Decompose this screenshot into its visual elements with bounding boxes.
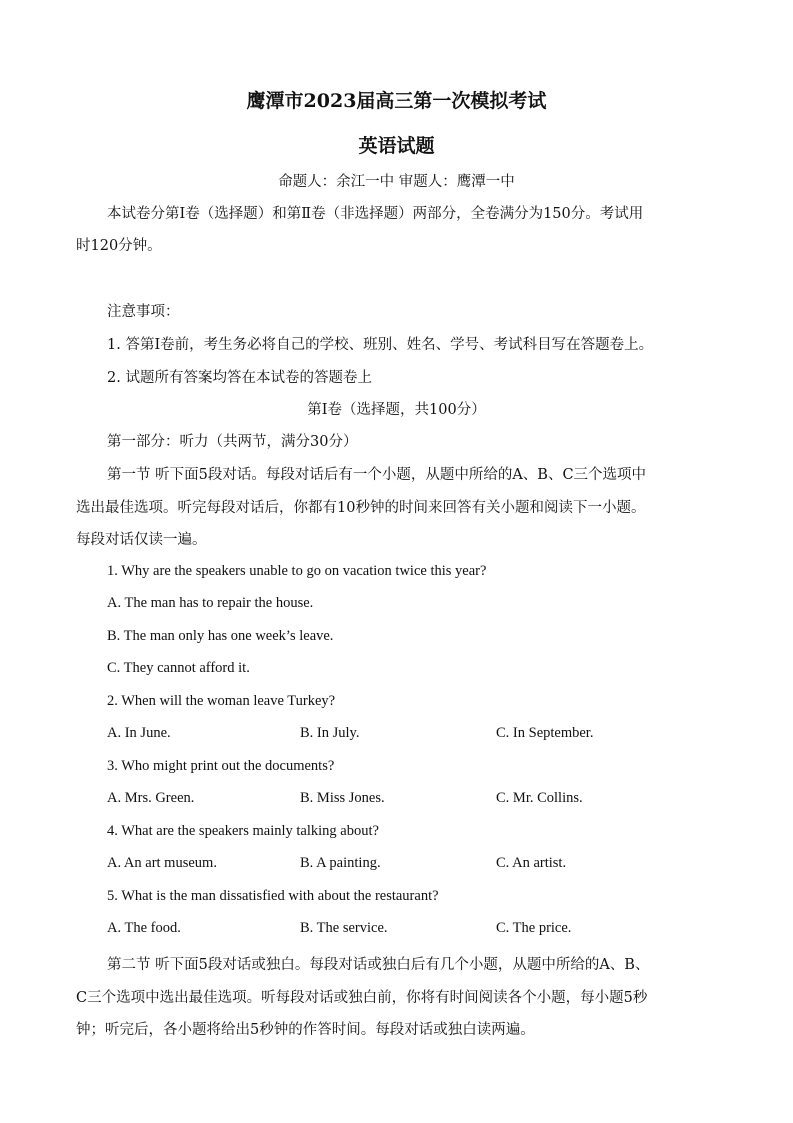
question-3-stem: 3. Who might print out the documents?: [107, 758, 335, 774]
question-4-stem: 4. What are the speakers mainly talking about?: [107, 823, 379, 839]
question-3-option-a: A. Mrs. Green.: [107, 790, 195, 806]
exam-title: 鹰潭市2023届高三第一次模拟考试: [246, 90, 547, 112]
intro-line-1: 本试卷分第Ⅰ卷（选择题）和第Ⅱ卷（非选择题）两部分，全卷满分为150分。考试用: [107, 206, 644, 222]
section1-line-1: 第一节 听下面5段对话。每段对话后有一个小题，从题中所给的A、B、C三个选项中: [107, 467, 647, 483]
intro-line-2: 时120分钟。: [76, 238, 162, 254]
question-1-option-c: C. They cannot afford it.: [107, 660, 250, 676]
question-2-option-a: A. In June.: [107, 725, 171, 741]
section1-line-3: 每段对话仅读一遍。: [76, 532, 207, 548]
question-5-option-c: C. The price.: [496, 920, 572, 936]
section2-line-1: 第二节 听下面5段对话或独白。每段对话或独白后有几个小题，从题中所给的A、B、: [107, 957, 650, 973]
part1-heading: 第一部分：听力（共两节，满分30分）: [107, 434, 358, 450]
volume-heading: 第Ⅰ卷（选择题，共100分）: [307, 402, 486, 418]
section2-line-2: C三个选项中选出最佳选项。听每段对话或独白前，你将有时间阅读各个小题，每小题5秒: [76, 990, 648, 1006]
question-1-stem: 1. Why are the speakers unable to go on vacation twice this year?: [107, 563, 487, 579]
question-1-option-a: A. The man has to repair the house.: [107, 595, 314, 611]
section2-line-3: 钟；听完后，各小题将给出5秒钟的作答时间。每段对话或独白读两遍。: [76, 1022, 535, 1038]
question-4-option-b: B. A painting.: [300, 855, 381, 871]
question-3-option-b: B. Miss Jones.: [300, 790, 385, 806]
notes-item-1: 1. 答第Ⅰ卷前，考生务必将自己的学校、班别、姓名、学号、考试科目写在答题卷上。: [107, 337, 654, 353]
question-2-stem: 2. When will the woman leave Turkey?: [107, 693, 336, 709]
question-4-option-a: A. An art museum.: [107, 855, 217, 871]
notes-item-2: 2. 试题所有答案均答在本试卷的答题卷上: [107, 370, 372, 386]
question-2-option-b: B. In July.: [300, 725, 360, 741]
question-4-option-c: C. An artist.: [496, 855, 567, 871]
question-2-option-c: C. In September.: [496, 725, 594, 741]
authors-line: 命题人：余江一中 审题人：鹰潭一中: [278, 174, 515, 190]
question-5-stem: 5. What is the man dissatisfied with about the restaurant?: [107, 888, 439, 904]
question-5-option-a: A. The food.: [107, 920, 181, 936]
section1-line-2: 选出最佳选项。听完每段对话后，你都有10秒钟的时间来回答有关小题和阅读下一小题。: [76, 500, 646, 516]
question-3-option-c: C. Mr. Collins.: [496, 790, 583, 806]
question-5-option-b: B. The service.: [300, 920, 388, 936]
exam-subtitle: 英语试题: [358, 135, 435, 157]
question-1-option-b: B. The man only has one week’s leave.: [107, 628, 334, 644]
notes-heading: 注意事项：: [107, 304, 180, 320]
